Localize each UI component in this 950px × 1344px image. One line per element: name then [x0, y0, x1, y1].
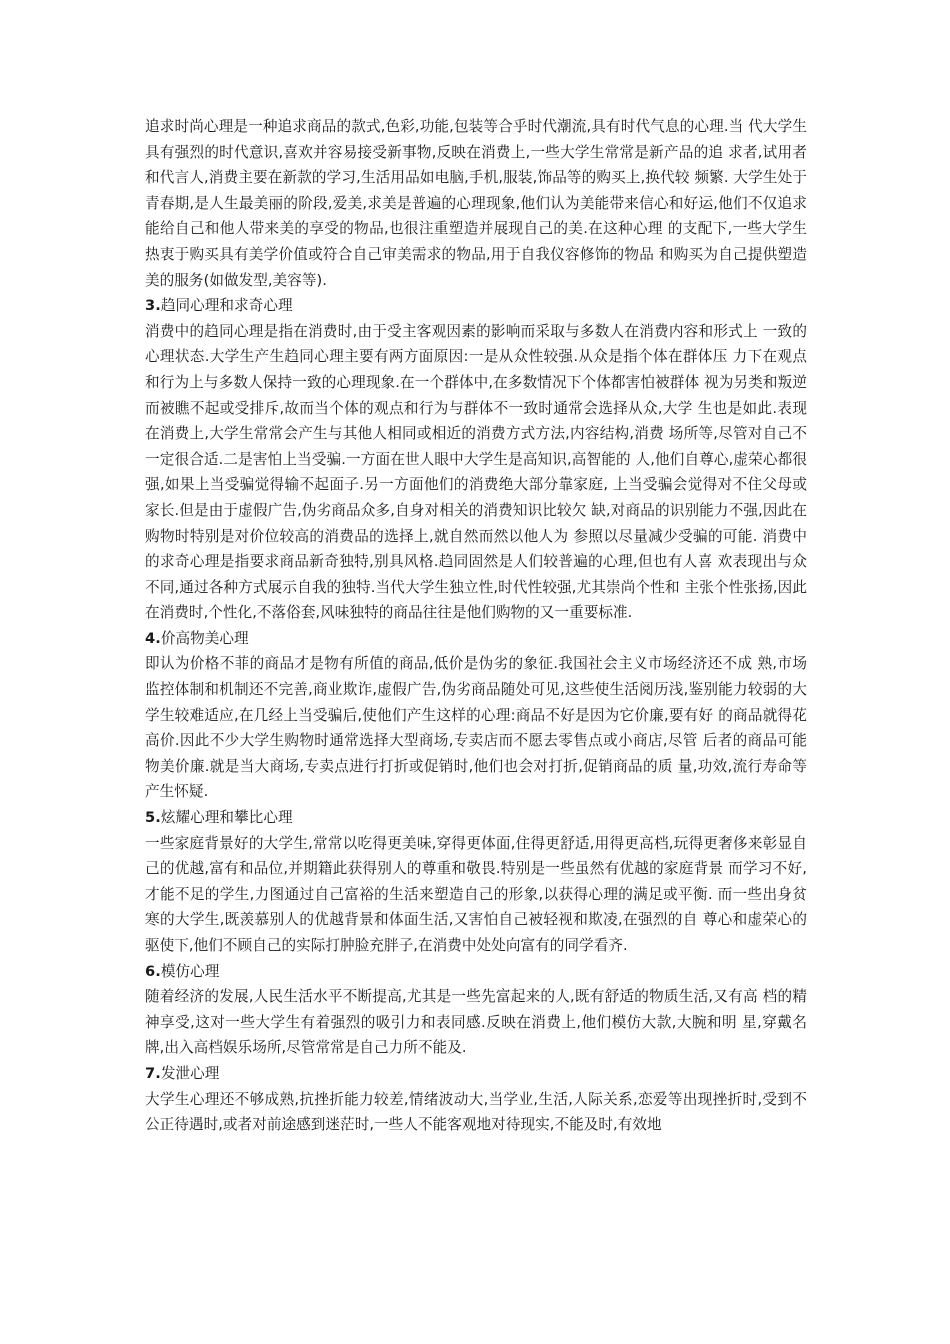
section-heading-5 — [145, 805, 807, 831]
section-heading-number: 4. — [145, 629, 161, 647]
section-heading-6 — [145, 959, 807, 985]
section-body-4: 即认为价格不菲的商品才是物有所值的商品,低价是伪劣的象征.我国社会主义市场经济还不成 熟,市场监控体制和机制还不完善,商业欺诈,虚假广告,伪劣商品随处可见,这些使生活阅历浅,鉴别能力较弱的大学生较难适应,在几经上当受骗后,使他们产生这样的心理:商品不好是因为它价廉,要有好 的商品就得花高价.因此不少大学生购物时通常选择大型商场,专卖店而不愿去零售点或小商店,尽管 后者的商品可能物美价廉.就是当大商场,专卖点进行打折或促销时,他们也会对打折,促销商品的质 量,功效,流行寿命等产生怀疑. — [145, 655, 807, 801]
section-body-5: 一些家庭背景好的大学生,常常以吃得更美味,穿得更体面,住得更舒适,用得更高档,玩得更奢侈来彰显自己的优越,富有和品位,并期籍此获得别人的尊重和敬畏.特别是一些虽然有优越的家庭背景 而学习不好,才能不足的学生,力图通过自己富裕的生活来塑造自己的形象,以获得心理的满足或平衡. 而一些出身贫寒的大学生,既羡慕别人的优越背景和体面生活,又害怕自己被轻视和欺凌,在强烈的自 尊心和虚荣心的驱使下,他们不顾自己的实际打肿脸充胖子,在消费中处处向富有的同学看齐. — [145, 834, 807, 954]
section-heading-3 — [145, 293, 807, 319]
section-body-3: 消费中的趋同心理是指在消费时,由于受主客观因素的影响而采取与多数人在消费内容和形式上 一致的心理状态.大学生产生趋同心理主要有两方面原因:一是从众性较强.从众是指个体在群体压 力下在观点和行为上与多数人保持一致的心理现象.在一个群体中,在多数情况下个体都害怕被群体 视为另类和叛逆而被瞧不起或受排斥,故而当个体的观点和行为与群体不一致时通常会选择从众,大学 生也是如此.表现在消费上,大学生常常会产生与其他人相同或相近的消费方式方法,内容结构,消费 场所等,尽管对自己不一定很合适.二是害怕上当受骗.一方面在世人眼中大学生是高知识,高智能的 人,他们自尊心,虚荣心都很强,如果上当受骗觉得输不起面子.另一方面他们的消费绝大部分靠家庭, 上当受骗会觉得对不住父母或家长.但是由于虚假广告,伪劣商品众多,自身对相关的消费知识比较欠 缺,对商品的识别能力不强,因此在购物时特别是对价位较高的消费品的选择上,就自然而然以他人为 参照以尽量减少受骗的可能. 消费中的求奇心理是指要求商品新奇独特,别具风格.趋同固然是人们较普遍的心理,但也有人喜 欢表现出与众不同,通过各种方式展示自我的独特.当代大学生独立性,时代性较强,尤其崇尚个性和 主张个性张扬,因此在消费时,个性化,不落俗套,风味独特的商品往往是他们购物的又一重要标准. — [145, 322, 807, 622]
section-heading-text: 模仿心理 — [160, 962, 220, 980]
section-heading-number: 3. — [145, 297, 161, 315]
section-heading-number: 7. — [145, 1064, 161, 1082]
section-body-7: 大学生心理还不够成熟,抗挫折能力较差,情绪波动大,当学业,生活,人际关系,恋爱等出现挫折时,受到不公正待遇时,或者对前途感到迷茫时,一些人不能客观地对待现实,不能及时,有效地 — [145, 1090, 807, 1134]
section-heading-number: 5. — [145, 809, 161, 827]
section-heading-4 — [145, 626, 807, 652]
document-page — [145, 114, 807, 1138]
section-heading-number: 6. — [145, 962, 161, 980]
section-heading-text: 发泄心理 — [160, 1064, 220, 1082]
section-heading-text: 价高物美心理 — [160, 629, 249, 647]
section-heading-text: 炫耀心理和攀比心理 — [160, 809, 293, 827]
section-heading-7 — [145, 1061, 807, 1087]
intro-paragraph: 追求时尚心理是一种追求商品的款式,色彩,功能,包装等合乎时代潮流,具有时代气息的心理.当 代大学生具有强烈的时代意识,喜欢并容易接受新事物,反映在消费上,一些大学生常常是新产品的追 求者,试用者和代言人,消费主要在新款的学习,生活用品如电脑,手机,服装,饰品等的购买上,换代较 频繁. 大学生处于青春期,是人生最美丽的阶段,爱美,求美是普遍的心理现象,他们认为美能带来信心和好运,他们不仅追求能给自己和他人带来美的享受的物品,也很注重塑造并展现自己的美.在这种心理 的支配下,一些大学生热衷于购买具有美学价值或符合自己审美需求的物品,用于自我仪容修饰的物品 和购买为自己提供塑造美的服务(如做发型,美容等). — [145, 118, 807, 289]
section-heading-text: 趋同心理和求奇心理 — [160, 297, 293, 315]
section-body-6: 随着经济的发展,人民生活水平不断提高,尤其是一些先富起来的人,既有舒适的物质生活,又有高 档的精神享受,这对一些大学生有着强烈的吸引力和表同感.反映在消费上,他们模仿大款,大腕和明 星,穿戴名牌,出入高档娱乐场所,尽管常常是自己力所不能及. — [145, 988, 807, 1057]
